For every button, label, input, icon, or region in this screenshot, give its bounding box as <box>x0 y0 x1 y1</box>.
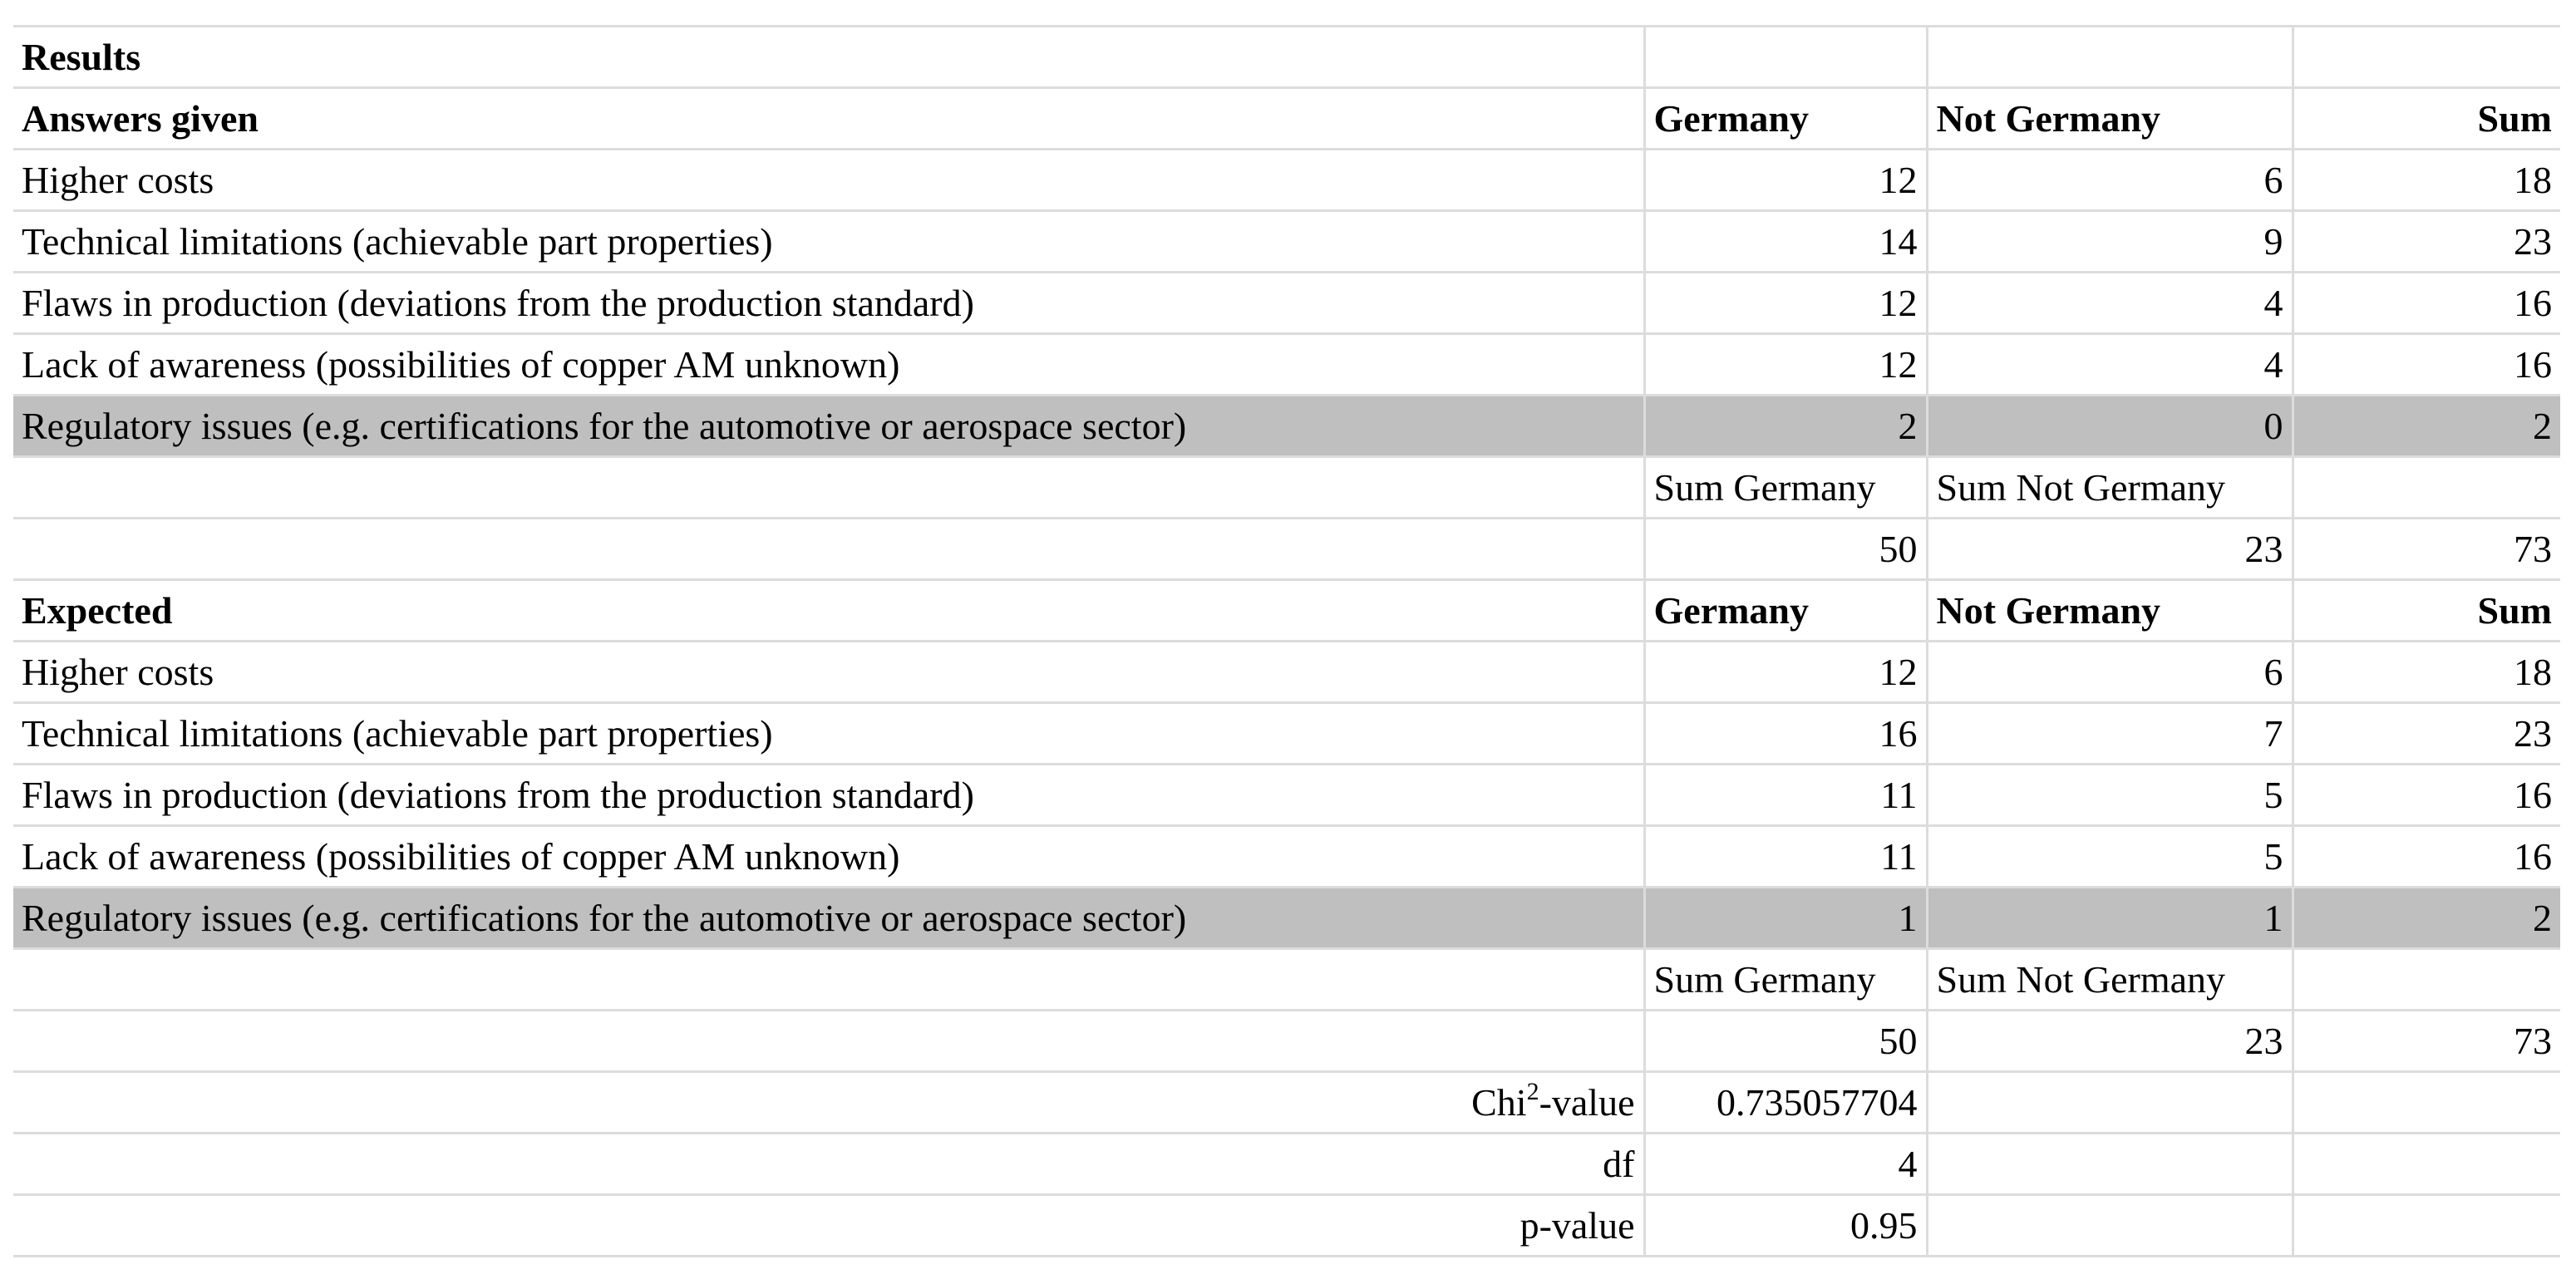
sum-cell[interactable]: 16 <box>2293 273 2560 334</box>
row-label[interactable]: Technical limitations (achievable part properties) <box>13 703 1644 765</box>
sum-not-germany-label[interactable]: Sum Not Germany <box>1927 457 2293 519</box>
not-germany-cell[interactable]: 4 <box>1927 273 2293 334</box>
table-row <box>13 150 2560 211</box>
header-answers-given[interactable]: Answers given <box>13 88 1644 150</box>
cell[interactable] <box>1927 1072 2293 1134</box>
cell[interactable] <box>1927 1195 2293 1257</box>
chi-label-suffix: -value <box>1539 1080 1635 1124</box>
sum-cell[interactable]: 18 <box>2293 150 2560 211</box>
germany-cell[interactable]: 2 <box>1644 396 1927 457</box>
chi-label-prefix: Chi <box>1471 1080 1527 1124</box>
germany-cell[interactable]: 12 <box>1644 334 1927 396</box>
cell[interactable] <box>1927 1134 2293 1195</box>
germany-cell[interactable]: 16 <box>1644 703 1927 765</box>
sum-cell[interactable]: 18 <box>2293 642 2560 703</box>
sum-value-row <box>13 519 2560 580</box>
not-germany-cell[interactable]: 5 <box>1927 826 2293 888</box>
germany-cell[interactable]: 12 <box>1644 150 1927 211</box>
header-germany[interactable]: Germany <box>1644 88 1927 150</box>
results-title-row <box>13 27 2560 88</box>
row-label[interactable]: Flaws in production (deviations from the production standard) <box>13 765 1644 826</box>
sum-germany-label[interactable]: Sum Germany <box>1644 949 1927 1011</box>
p-value[interactable]: 0.95 <box>1644 1195 1927 1257</box>
table-row <box>13 334 2560 396</box>
p-value-label[interactable]: p-value <box>13 1195 1644 1257</box>
row-label[interactable]: Lack of awareness (possibilities of copper AM unknown) <box>13 334 1644 396</box>
sum-cell[interactable]: 2 <box>2293 888 2560 949</box>
table-row <box>13 211 2560 273</box>
sum-label-row <box>13 949 2560 1011</box>
not-germany-cell[interactable]: 5 <box>1927 765 2293 826</box>
germany-cell[interactable]: 12 <box>1644 273 1927 334</box>
results-table <box>13 25 2560 1257</box>
germany-cell[interactable]: 1 <box>1644 888 1927 949</box>
results-title[interactable]: Results <box>13 27 1644 88</box>
sum-germany-label[interactable]: Sum Germany <box>1644 457 1927 519</box>
germany-cell[interactable]: 11 <box>1644 765 1927 826</box>
not-germany-cell[interactable]: 4 <box>1927 334 2293 396</box>
not-germany-cell[interactable]: 6 <box>1927 150 2293 211</box>
row-label[interactable]: Regulatory issues (e.g. certifications for the automotive or aerospace sector) <box>13 396 1644 457</box>
chi-square-value[interactable]: 0.735057704 <box>1644 1072 1927 1134</box>
sum-not-germany-value[interactable]: 23 <box>1927 519 2293 580</box>
header-germany[interactable]: Germany <box>1644 580 1927 642</box>
not-germany-cell[interactable]: 1 <box>1927 888 2293 949</box>
sum-cell[interactable]: 23 <box>2293 703 2560 765</box>
cell[interactable] <box>13 949 1644 1011</box>
not-germany-cell[interactable]: 6 <box>1927 642 2293 703</box>
df-value[interactable]: 4 <box>1644 1134 1927 1195</box>
sum-cell[interactable]: 23 <box>2293 211 2560 273</box>
sum-cell[interactable]: 2 <box>2293 396 2560 457</box>
cell[interactable] <box>13 1011 1644 1072</box>
sum-value-row <box>13 1011 2560 1072</box>
chi-square-label[interactable] <box>13 1072 1644 1134</box>
sum-total-value[interactable]: 73 <box>2293 1011 2560 1072</box>
sum-germany-value[interactable]: 50 <box>1644 519 1927 580</box>
row-label[interactable]: Lack of awareness (possibilities of copper AM unknown) <box>13 826 1644 888</box>
highlighted-row <box>13 888 2560 949</box>
header-expected[interactable]: Expected <box>13 580 1644 642</box>
table-row <box>13 703 2560 765</box>
highlighted-row <box>13 396 2560 457</box>
cell[interactable] <box>2293 1134 2560 1195</box>
sum-not-germany-label[interactable]: Sum Not Germany <box>1927 949 2293 1011</box>
table-row <box>13 826 2560 888</box>
cell[interactable] <box>2293 457 2560 519</box>
not-germany-cell[interactable]: 0 <box>1927 396 2293 457</box>
sum-cell[interactable]: 16 <box>2293 826 2560 888</box>
table-row <box>13 765 2560 826</box>
sum-germany-value[interactable]: 50 <box>1644 1011 1927 1072</box>
row-label[interactable]: Higher costs <box>13 642 1644 703</box>
chi-label-superscript: 2 <box>1526 1078 1539 1106</box>
not-germany-cell[interactable]: 9 <box>1927 211 2293 273</box>
cell[interactable] <box>2293 949 2560 1011</box>
table-row <box>13 642 2560 703</box>
df-label[interactable]: df <box>13 1134 1644 1195</box>
row-label[interactable]: Technical limitations (achievable part properties) <box>13 211 1644 273</box>
results-header-row <box>13 88 2560 150</box>
sum-total-value[interactable]: 73 <box>2293 519 2560 580</box>
table-row <box>13 273 2560 334</box>
germany-cell[interactable]: 11 <box>1644 826 1927 888</box>
sum-cell[interactable]: 16 <box>2293 765 2560 826</box>
p-value-row <box>13 1195 2560 1257</box>
chi-square-row <box>13 1072 2560 1134</box>
header-not-germany[interactable]: Not Germany <box>1927 88 2293 150</box>
df-row <box>13 1134 2560 1195</box>
header-not-germany[interactable]: Not Germany <box>1927 580 2293 642</box>
cell[interactable] <box>2293 1195 2560 1257</box>
expected-header-row <box>13 580 2560 642</box>
cell[interactable] <box>13 457 1644 519</box>
sum-cell[interactable]: 16 <box>2293 334 2560 396</box>
row-label[interactable]: Regulatory issues (e.g. certifications for the automotive or aerospace sector) <box>13 888 1644 949</box>
header-sum[interactable]: Sum <box>2293 580 2560 642</box>
cell[interactable] <box>1927 27 2293 88</box>
header-sum[interactable]: Sum <box>2293 88 2560 150</box>
cell[interactable] <box>2293 27 2560 88</box>
row-label[interactable]: Higher costs <box>13 150 1644 211</box>
not-germany-cell[interactable]: 7 <box>1927 703 2293 765</box>
row-label[interactable]: Flaws in production (deviations from the production standard) <box>13 273 1644 334</box>
germany-cell[interactable]: 12 <box>1644 642 1927 703</box>
sum-not-germany-value[interactable]: 23 <box>1927 1011 2293 1072</box>
cell[interactable] <box>1644 27 1927 88</box>
germany-cell[interactable]: 14 <box>1644 211 1927 273</box>
cell[interactable] <box>2293 1072 2560 1134</box>
sum-label-row <box>13 457 2560 519</box>
cell[interactable] <box>13 519 1644 580</box>
